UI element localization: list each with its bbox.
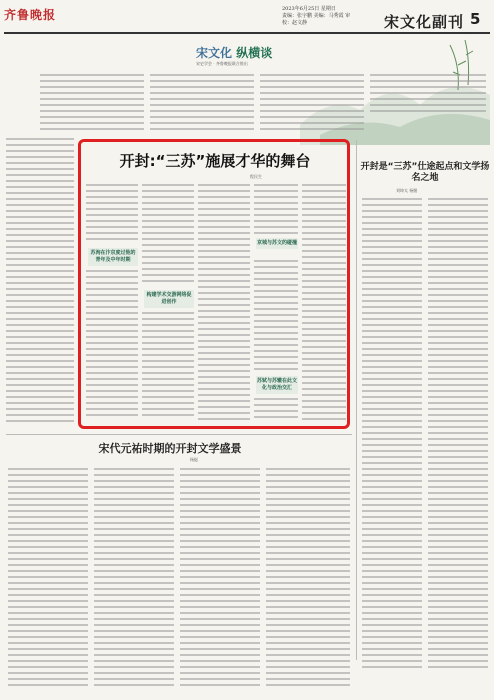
header-meta	[282, 6, 356, 27]
intro-text-col-2	[150, 74, 254, 134]
page-number: 5	[470, 10, 481, 28]
lower-text-col-2	[94, 468, 174, 690]
section-title: 宋文化副刊	[384, 13, 465, 31]
highlight-frame	[78, 139, 350, 429]
column-divider	[356, 140, 357, 660]
column-name-b: 纵横谈	[236, 46, 273, 60]
main-subhead-1: 苏洵在汴京度过他的青年及中年时期	[88, 248, 138, 266]
main-subhead-3: 京城与苏文的碰撞	[256, 238, 298, 249]
intro-text-col-1	[40, 74, 144, 134]
right-text-col-1	[362, 198, 422, 668]
right-text-col-2	[428, 198, 488, 668]
main-article-title: 开封:“三苏”施展才华的舞台	[119, 152, 311, 170]
column-subtitle: 宋史学会 · 齐鲁晚报联合推出	[196, 61, 248, 66]
intro-text-col-3	[260, 74, 364, 134]
editor-line: 责编：张宇鹏 美编：马秀霞 审校：赵文静	[282, 13, 351, 26]
main-subhead-4: 苏轼与苏辙在此文化与政治交汇	[256, 376, 298, 394]
column-banner	[196, 44, 306, 70]
right-article-title: 开封是“三苏”仕途起点和文学扬名之地	[360, 162, 490, 183]
lower-article-rule	[6, 434, 352, 435]
column-name	[196, 44, 306, 61]
lower-text-col-4	[266, 468, 350, 690]
lower-text-col-3	[180, 468, 260, 690]
main-article-byline: 程民生	[250, 174, 262, 179]
right-article-byline: 刘坤太 杨继	[396, 188, 418, 193]
column-name-a: 宋文化	[196, 46, 233, 60]
logo-text: 齐鲁晚报	[4, 8, 57, 22]
lower-text-col-1	[8, 468, 88, 690]
header-rule	[4, 32, 490, 34]
lower-article-byline: 杨挺	[190, 457, 198, 462]
date-line: 2023年6月25日 星期日	[282, 6, 336, 12]
main-subhead-2: 构建学术交游网络促进创作	[144, 290, 194, 308]
newspaper-logo	[4, 6, 56, 24]
left-text-col	[6, 138, 74, 426]
intro-text-col-4	[370, 74, 486, 114]
lower-article-title: 宋代元祐时期的开封文学盛景	[98, 442, 242, 455]
